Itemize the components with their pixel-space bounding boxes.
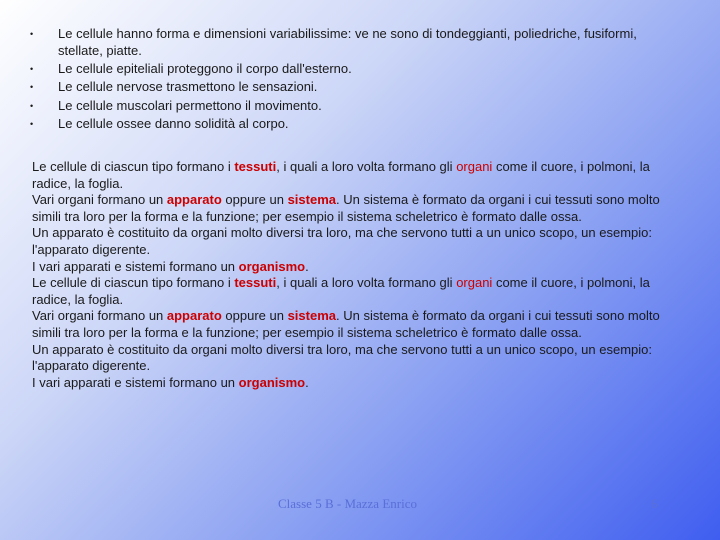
term-organismo: organismo	[238, 374, 306, 390]
bullet-text: Le cellule ossee danno solidità al corpo.	[58, 115, 289, 131]
bullet-item	[30, 98, 650, 115]
paragraph-tessuti: Le cellule di ciascun tipo formano i tessuti, i quali a loro volta formano gli organi come il cuore, i polmoni, la radice, la foglia.	[32, 159, 650, 191]
bullet-dot-icon: •	[30, 82, 34, 93]
paragraph-tessuti: Le cellule di ciascun tipo formano i tessuti, i quali a loro volta formano gli organi come il cuore, i polmoni, la radice, la foglia.	[32, 275, 650, 307]
page-number: 6	[651, 496, 658, 511]
bullet-text: Le cellule muscolari permettono il movimento.	[58, 97, 322, 113]
paragraph-sistema: Vari organi formano un apparato oppure un sistema. Un sistema è formato da organi i cui tessuti sono molto simili tra loro per la forma e la funzione; per esempio il sistema scheletrico è formato dalle ossa.	[32, 192, 660, 224]
term-organi: organi	[456, 275, 493, 291]
term-apparato: apparato	[166, 192, 222, 208]
bullet-item	[30, 26, 650, 60]
bullet-dot-icon: •	[30, 100, 34, 111]
term-organismo: organismo	[238, 258, 306, 274]
bullet-item	[30, 61, 650, 78]
bullet-dot-icon: •	[30, 118, 34, 129]
term-tessuti: tessuti	[234, 275, 277, 291]
term-sistema: sistema	[287, 192, 336, 208]
bullet-list	[30, 26, 650, 134]
term-apparato: apparato	[166, 308, 222, 324]
paragraph-apparato: Un apparato è costituito da organi molto diversi tra loro, ma che servono tutti a un unico scopo, un esempio: l'apparato digerente.	[32, 225, 653, 257]
paragraph-organismo: I vari apparati e sistemi formano un organismo.	[32, 258, 309, 274]
bullet-dot-icon: •	[30, 29, 34, 39]
bullet-text: Le cellule hanno forma e dimensioni variabilissime: ve ne sono di tondeggianti, poliedriche, fusiformi, stellate, piatte.	[58, 26, 637, 58]
paragraph-sistema: Vari organi formano un apparato oppure un sistema. Un sistema è formato da organi i cui tessuti sono molto simili tra loro per la forma e la funzione; per esempio il sistema scheletrico è formato dalle ossa.	[32, 308, 660, 340]
bullet-text: Le cellule epiteliali proteggono il corpo dall'esterno.	[58, 61, 352, 77]
body-text	[32, 159, 682, 391]
term-sistema: sistema	[287, 308, 336, 324]
paragraph-organismo: I vari apparati e sistemi formano un organismo.	[32, 374, 309, 390]
term-organi: organi	[456, 159, 493, 174]
bullet-item	[30, 116, 650, 133]
bullet-text: Le cellule nervose trasmettono le sensazioni.	[58, 79, 318, 95]
bullet-item	[30, 79, 650, 96]
footer-author: Classe 5 B - Mazza Enrico	[278, 496, 417, 511]
term-tessuti: tessuti	[234, 159, 277, 174]
paragraph-apparato: Un apparato è costituito da organi molto diversi tra loro, ma che servono tutti a un unico scopo, un esempio: l'apparato digerente.	[32, 341, 653, 374]
bullet-dot-icon: •	[30, 64, 34, 75]
